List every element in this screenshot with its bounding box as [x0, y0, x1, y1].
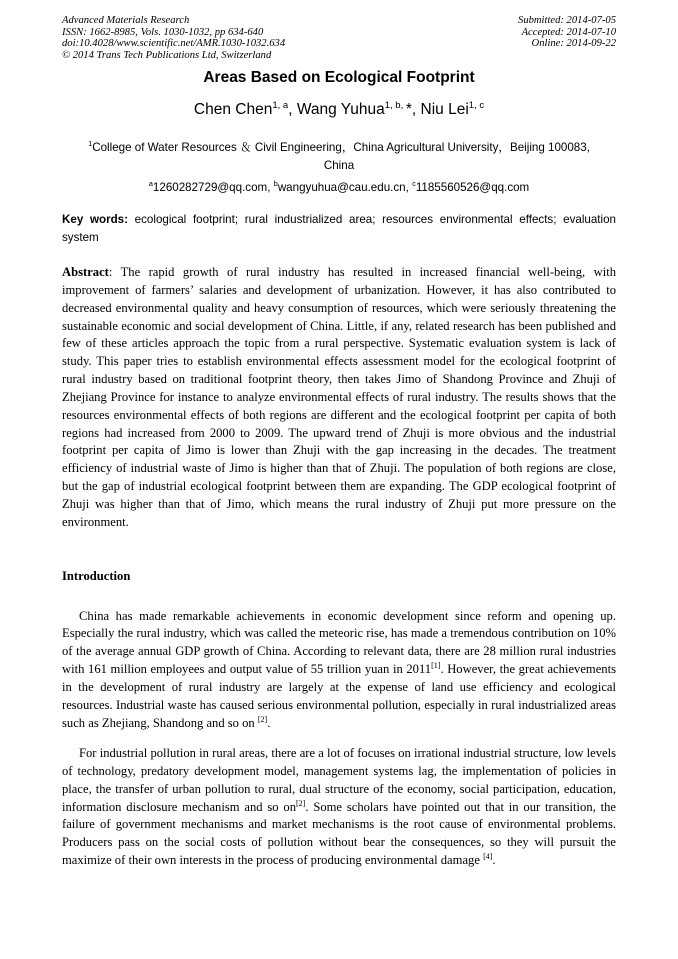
abstract: [62, 264, 616, 532]
introduction-body: [62, 595, 616, 883]
affiliation: [62, 135, 616, 197]
paragraph: [62, 745, 616, 870]
journal-name: Advanced Materials Research: [62, 15, 190, 26]
paragraph-text: China has made remarkable achievements in economic development since reform and opening up. Especially the rural industry, which was called the meteoric rise, has made a tremendous contribution on 10% of the average annual GDP growth of China. According to relevant data, there are 28 million rural industries with 161 million employees and output value of 55 trillion yuan in 2011: [62, 608, 616, 677]
email-address: wangyuhua@cau.edu.cn,: [277, 180, 413, 194]
email-superscript: c: [412, 178, 416, 188]
keywords-label: Key words:: [62, 213, 128, 226]
paragraph: [62, 608, 616, 733]
journal-doi: doi:10.4028/www.scientific.net/AMR.1030-1032.634: [62, 38, 286, 49]
section-heading-introduction: Introduction: [62, 569, 131, 583]
keywords-text: ecological footprint; rural industrialized area; resources environmental effects; evaluation system: [62, 213, 616, 244]
email-superscript: a: [148, 178, 153, 188]
citation: [2]: [296, 798, 306, 808]
paragraph-text: .: [492, 853, 496, 868]
affiliation-country: China: [323, 158, 355, 172]
paper-title: Areas Based on Ecological Footprint: [203, 69, 475, 86]
author-list: [62, 100, 616, 119]
submitted-date: Submitted: 2014-07-05: [518, 15, 616, 26]
journal-copyright: © 2014 Trans Tech Publications Ltd, Switzerland: [62, 49, 272, 61]
dates-header: [416, 15, 616, 50]
accepted-date: Accepted: 2014-07-10: [521, 26, 616, 38]
paragraph-text: . However, the great achievements in the development of rural industry are largely at the expense of land use efficiency and ecological resources. Industrial waste has caused serious environmental pollution, especially in rural industrialized areas such as Zhejiang, Shandong and so on: [62, 662, 616, 730]
journal-header: [62, 15, 392, 61]
email-line: [62, 175, 616, 197]
paragraph-text: .: [267, 715, 271, 730]
corresponding-mark: *: [405, 101, 412, 119]
author-name: Chen Chen: [193, 101, 273, 119]
author-name: Niu Lei: [420, 101, 469, 119]
email-address: 1260282729@qq.com,: [152, 180, 274, 194]
abstract-label: Abstract: [62, 265, 109, 279]
email-address: 1185560526@qq.com: [415, 180, 530, 194]
affiliation-text: College of Water Resources ＆ Civil Engineering，China Agricultural University，Beijing 100083,: [92, 140, 590, 154]
affiliation-line: [62, 135, 616, 157]
affiliation-superscript: 1: [88, 139, 93, 148]
journal-issn: ISSN: 1662-8985, Vols. 1030-1032, pp 634-640: [62, 26, 264, 38]
online-date: Online: 2014-09-22: [531, 38, 616, 49]
author-superscript: 1, a: [272, 100, 289, 111]
paragraph-text: For industrial pollution in rural areas, there are a lot of focuses on irrational industrial structure, low levels of technology, predatory development model, management systems lag, the implementation of policies in place, the transfer of urban pollution to rural, dual structure of the economy, social participation, education, information disclosure mechanism and so on: [62, 746, 616, 814]
author-superscript: 1, b,: [384, 100, 406, 111]
abstract-text: : The rapid growth of rural industry has resulted in increased financial well-being, with improvement of farmers’ salaries and development of urbanization. However, it has also contributed to decreased environmental quality and heavy consumption of resources, which were seriously threatening the sustainable economic and social development of China. Little, if any, related research has been published and few of these articles approach the topic from a rural perspective. Systematic evaluation system is lack of study. This paper tries to establish environmental effects assessment model for the ecological footprint of rural industry based on traditional footprint theory, then takes Jimo of Shandong Province and Zhuji of Zhejiang Province for instance to analyze environmental effects of rural industry. The results shows that the resources environmental effects of both regions are different and the ecological footprint per capita of both regions had increased from 2000 to 2009. The upward trend of Zhuji is more obvious and the industrial footprint per capita of Jimo is lower than Zhuji with the gap increasing in the decades. The treatment efficiency of industrial waste of Jimo is higher than that of Zhuji. The population of both regions are close, but the gap of industrial ecological footprint between them are expanding. The GDP ecological footprint of Zhuji was higher than that of Jimo, which means the rural industry of Zhuji put more pressure on the environment.: [62, 265, 616, 529]
author-separator: ,: [288, 101, 297, 119]
citation: [1]: [431, 660, 441, 670]
email-superscript: b: [273, 178, 278, 188]
author-superscript: 1, c: [468, 100, 485, 111]
keywords: [62, 211, 616, 247]
citation: [4]: [483, 851, 493, 861]
author-separator: ,: [411, 101, 421, 119]
paragraph-text: . Some scholars have pointed out that in our transition, the failure of government mechanisms and market mechanisms is the root cause of environmental problems. Producers pass on the social costs of pollution without bear the consequences, so they will pursuit the maximize of their own interests in the process of producing environmental damage: [62, 799, 616, 868]
citation: [2]: [257, 714, 268, 724]
author-name: Wang Yuhua: [296, 101, 385, 119]
